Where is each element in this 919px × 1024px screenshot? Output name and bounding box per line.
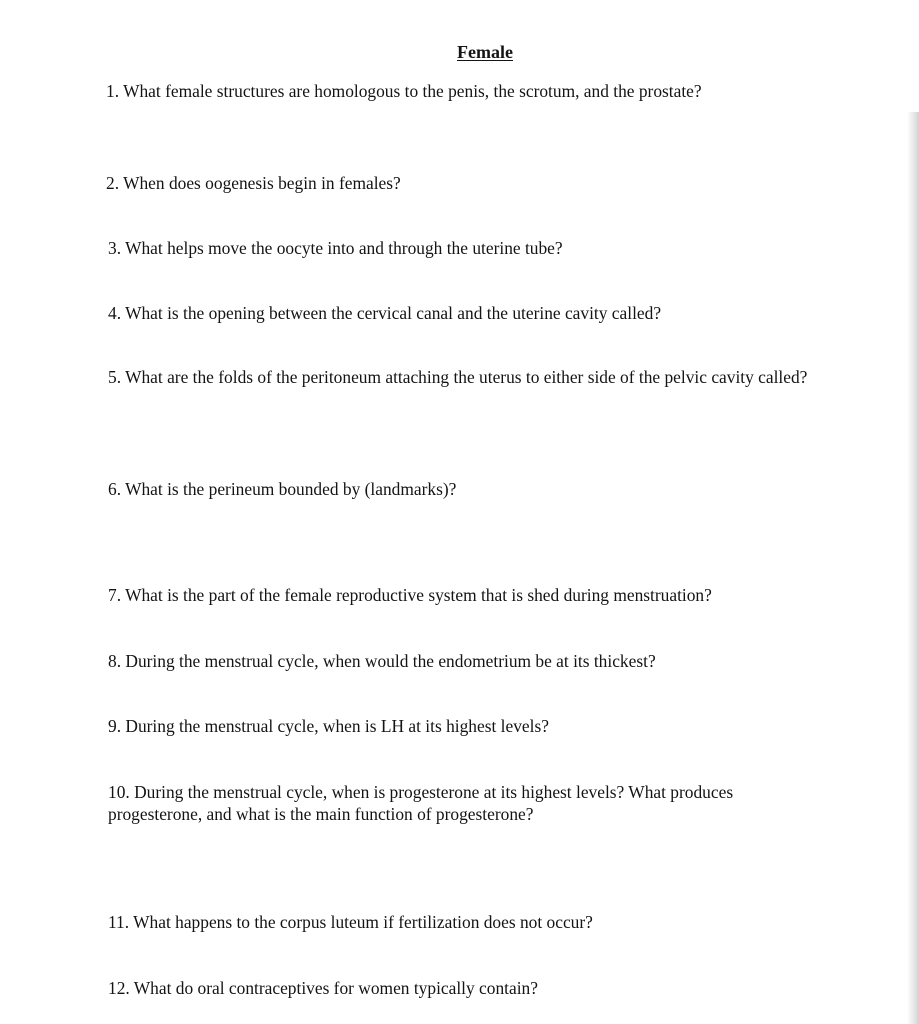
- question-8: 8. During the menstrual cycle, when would the endometrium be at its thickest?: [108, 651, 656, 671]
- question-5: 5. What are the folds of the peritoneum attaching the uterus to either side of the pelvic cavity called?: [108, 367, 808, 387]
- question-4: 4. What is the opening between the cervical canal and the uterine cavity called?: [108, 303, 662, 323]
- question-10: 10. During the menstrual cycle, when is progesterone at its highest levels? What produces progesterone, and what is the main function of progesterone?: [108, 782, 734, 824]
- question-11: 11. What happens to the corpus luteum if fertilization does not occur?: [108, 912, 593, 932]
- question-6: 6. What is the perineum bounded by (landmarks)?: [108, 479, 457, 499]
- question-7: 7. What is the part of the female reproductive system that is shed during menstruation?: [108, 585, 712, 605]
- question-9: 9. During the menstrual cycle, when is LH at its highest levels?: [108, 716, 549, 736]
- document-title: Female: [457, 42, 513, 62]
- question-3: 3. What helps move the oocyte into and through the uterine tube?: [108, 238, 563, 258]
- question-2: 2. When does oogenesis begin in females?: [106, 173, 401, 193]
- question-12: 12. What do oral contraceptives for women typically contain?: [108, 978, 538, 998]
- question-1: 1. What female structures are homologous to the penis, the scrotum, and the prostate?: [106, 81, 702, 101]
- page-edge-shadow: [907, 112, 919, 1024]
